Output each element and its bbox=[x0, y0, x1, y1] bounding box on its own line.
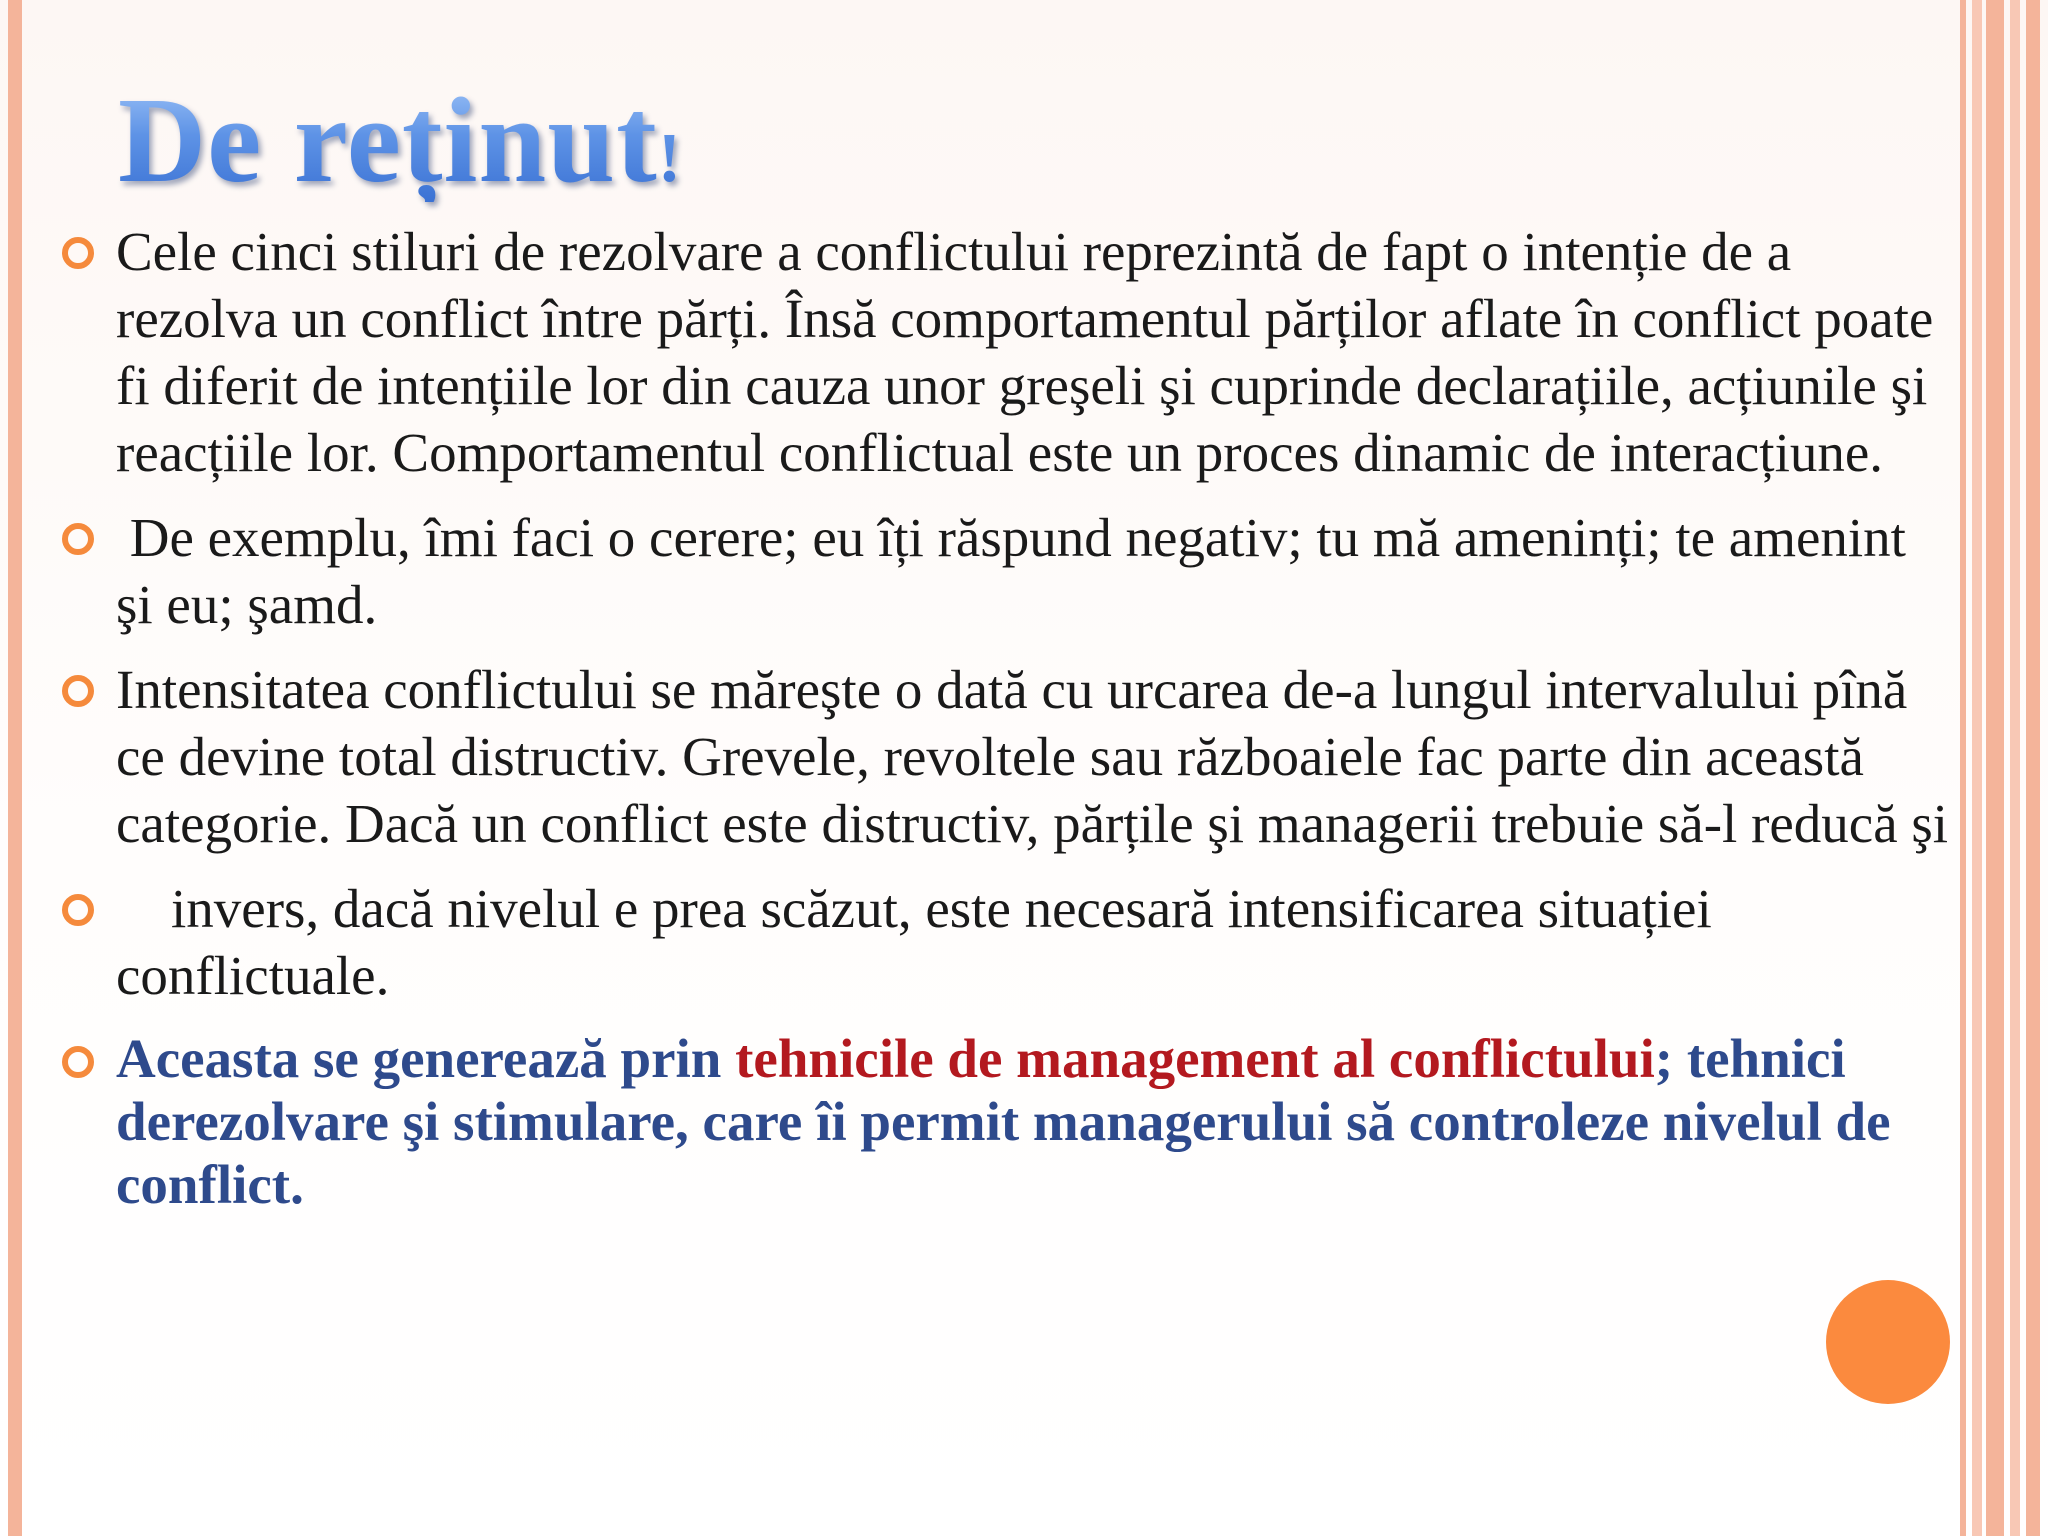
list-item bbox=[56, 504, 1956, 638]
list-item-text: De exemplu, îmi faci o cerere; eu îți răspund negativ; tu mă ameninți; te amenint şi eu; şamd. bbox=[116, 507, 1920, 635]
list-item bbox=[56, 656, 1956, 857]
right-stripe bbox=[2010, 0, 2020, 1536]
title-exclamation: ! bbox=[657, 120, 683, 197]
list-item-text: Cele cinci stiluri de rezolvare a conflictului reprezintă de fapt o intenție de a rezolva un conflict între părți. Însă comportamentul părților aflate în conflict poate fi diferit de intențiile lor din cauza unor greşeli şi cuprinde declarațiile, acțiunile şi reacțiile lor. Comportamentul conflictual este un proces dinamic de interacțiune. bbox=[116, 221, 1934, 483]
emphasis-text-blue: ; tehnici derezolvare şi stimulare, care îi permit managerului să controleze nivelul de conflict. bbox=[116, 1028, 1891, 1215]
orange-circle-decoration bbox=[1826, 1280, 1950, 1404]
slide-title bbox=[118, 73, 683, 208]
bullet-ring-icon bbox=[62, 675, 94, 707]
emphasis-text-red: tehnicile de management al conflictului bbox=[735, 1028, 1655, 1089]
right-stripe bbox=[1972, 0, 1982, 1536]
emphasis-text-blue: Aceasta se generează prin bbox=[116, 1028, 736, 1089]
list-item bbox=[56, 875, 1956, 1009]
right-stripe bbox=[1960, 0, 1966, 1536]
list-item-emphasis bbox=[56, 1027, 1956, 1216]
bullet-list bbox=[56, 218, 1956, 1234]
bullet-ring-icon bbox=[62, 1046, 94, 1078]
left-border bbox=[8, 0, 22, 1536]
bullet-ring-icon bbox=[62, 237, 94, 269]
bullet-ring-icon bbox=[62, 894, 94, 926]
right-stripe bbox=[1986, 0, 2004, 1536]
title-text: De reținut bbox=[118, 73, 658, 208]
right-stripe bbox=[2026, 0, 2040, 1536]
list-item-text: invers, dacă nivelul e prea scăzut, este necesară intensificarea situației conflictuale. bbox=[116, 878, 1726, 1006]
list-item-text: Intensitatea conflictului se măreşte o dată cu urcarea de-a lungul intervalului pînă ce devine total distructiv. Grevele, revoltele sau războaiele fac parte din această categorie. Dacă un conflict este distructiv, părțile şi managerii trebuie să-l reducă şi bbox=[116, 659, 1949, 854]
bullet-ring-icon bbox=[62, 523, 94, 555]
list-item bbox=[56, 218, 1956, 486]
